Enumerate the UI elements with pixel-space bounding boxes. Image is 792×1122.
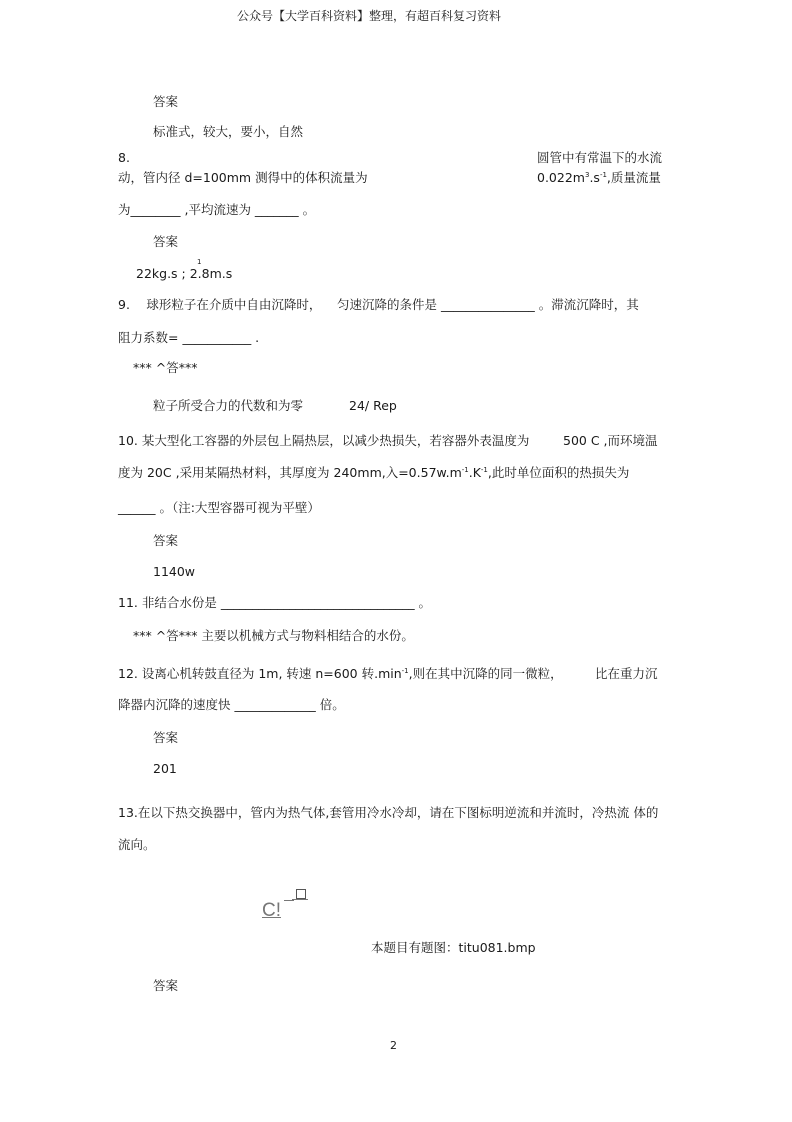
question-number: 8.	[118, 150, 130, 165]
question-text: 12. 设离心机转鼓直径为 1m, 转速 n=600 转$.\min^{-1}$,则在其中沉降的同一微粒，	[118, 666, 563, 681]
answer-label: 答案	[153, 978, 179, 993]
question-text: 9. 球形粒子在介质中自由沉降时，	[118, 297, 322, 312]
answer-label: 答案	[153, 730, 179, 745]
figure-text: C!	[262, 900, 281, 921]
question-text: 比在重力沉	[595, 666, 658, 681]
answer-text: 201	[153, 761, 177, 776]
figure-line	[292, 899, 308, 900]
question-text: 度为 20C ,采用某隔热材料，其厚度为 240mm,入$=0.57w.m^{-1}.K^{-1}$,此时单位面积的热损失为	[118, 465, 630, 480]
figure-line	[284, 900, 294, 901]
question-text: 圆管中有常温下的水流	[537, 150, 663, 165]
question-text: 阻力系数= ___________ .	[118, 330, 260, 345]
answer-label: 答案	[153, 533, 179, 548]
figure-box-icon	[296, 889, 306, 899]
question-text: 动，管内径 d=100mm 测得中的体积流量为	[118, 170, 368, 185]
question-text: 为________ ,平均流速为 _______ 。	[118, 202, 316, 217]
question-text: 11. 非结合水份是 _______________________________ 。	[118, 595, 432, 610]
answer-text: 1140w	[153, 564, 196, 579]
answer-text: 24/ Rep	[349, 398, 397, 413]
question-text: 降器内沉降的速度快 _____________ 倍。	[118, 697, 345, 712]
question-text: 匀速沉降的条件是 _______________ 。滞流沉降时，其	[337, 297, 639, 312]
question-text: ______ 。（注:大型容器可视为平壁）	[118, 500, 320, 515]
question-text: 13.在以下热交换器中，管内为热气体,套管用冷水冷却，请在下图标明逆流和并流时，冷热流 体的	[118, 805, 659, 820]
answer-text: *** ^答*** 主要以机械方式与物料相结合的水份。	[133, 628, 414, 643]
answer-label: *** ^答***	[133, 360, 198, 375]
question-text: 流向。	[118, 837, 156, 852]
answer-label: 答案	[153, 94, 179, 109]
page-number: 2	[390, 1039, 397, 1052]
page-header: 公众号【大学百科资料】整理，有超百科复习资料	[237, 9, 502, 23]
answer-text: 粒子所受合力的代数和为零	[153, 398, 304, 413]
answer-text: 22kg.s ; 2.8m.s	[136, 266, 233, 281]
question-text: 500 C ,而环境温	[563, 433, 658, 448]
answer-label: 答案	[153, 234, 179, 249]
question-text: 10. 某大型化工容器的外层包上隔热层，以减少热损失，若容器外表温度为	[118, 433, 530, 448]
answer-text: 标准式，较大，要小，自然	[153, 124, 304, 139]
figure-caption: 本题目有题图：titu081.bmp	[371, 940, 536, 955]
flow-rate-text: $0.022m^3.s^{-1}$,质量流量	[537, 170, 661, 185]
answer-superscript: 1	[197, 258, 202, 266]
heat-exchanger-figure-placeholder	[262, 886, 322, 926]
